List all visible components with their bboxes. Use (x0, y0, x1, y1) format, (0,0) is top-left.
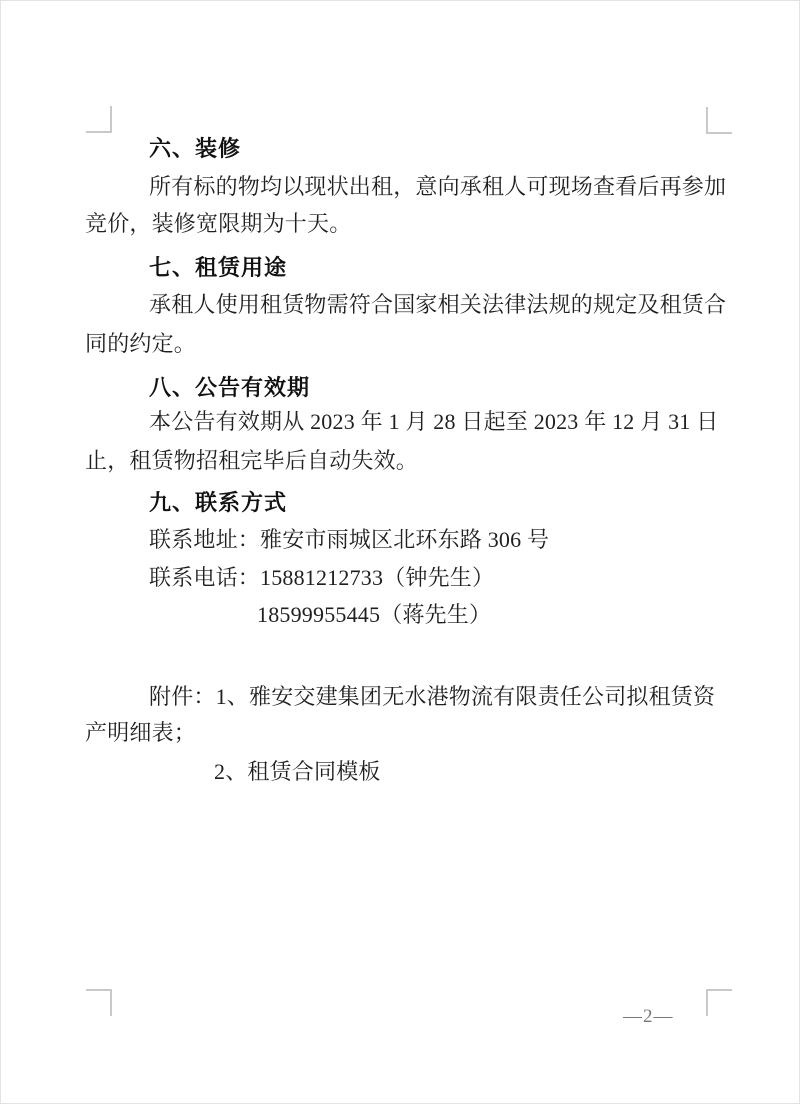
section-9-heading: 九、联系方式 (149, 490, 288, 515)
crop-mark-top-right (706, 107, 732, 134)
page-number: —2— (623, 1006, 674, 1027)
contact-phone-line-2: 18599955445（蒋先生） (257, 602, 492, 627)
section-8-paragraph-line-2: 止，租赁物招租完毕后自动失效。 (85, 448, 419, 473)
section-8-heading: 八、公告有效期 (149, 375, 311, 400)
section-7-paragraph-line-2: 同的约定。 (85, 331, 197, 356)
crop-mark-bottom-right (706, 989, 732, 1016)
section-6-paragraph-line-1: 所有标的物均以现状出租，意向承租人可现场查看后再参加 (149, 174, 727, 199)
crop-mark-bottom-left (86, 989, 112, 1016)
attachment-line-2: 产明细表； (85, 720, 197, 745)
section-7-paragraph-line-1: 承租人使用租赁物需符合国家相关法律法规的规定及租赁合 (149, 292, 727, 317)
section-6-heading: 六、装修 (149, 136, 242, 161)
section-7-heading: 七、租赁用途 (149, 255, 288, 280)
attachment-line-3: 2、租赁合同模板 (214, 759, 381, 784)
contact-address-line: 联系地址：雅安市雨城区北环东路 306 号 (149, 527, 550, 552)
attachment-line-1: 附件：1、雅安交建集团无水港物流有限责任公司拟租赁资 (149, 684, 716, 709)
contact-phone-line-1: 联系电话：15881212733（钟先生） (149, 565, 495, 590)
section-8-paragraph-line-1: 本公告有效期从 2023 年 1 月 28 日起至 2023 年 12 月 31 日 (149, 409, 719, 434)
crop-mark-top-left (86, 106, 112, 133)
section-6-paragraph-line-2: 竞价，装修宽限期为十天。 (85, 211, 352, 236)
